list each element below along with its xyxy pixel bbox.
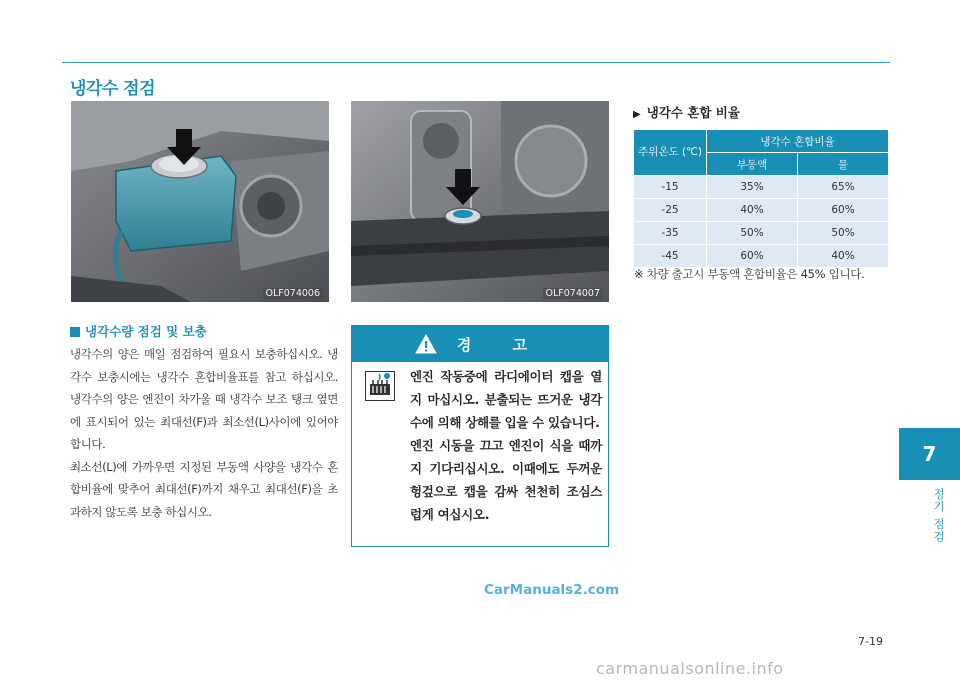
warning-header [352,326,608,362]
watermark-footer: carmanualsonline.info [596,659,784,678]
page-number: 7-19 [858,635,883,648]
table-row [634,222,889,245]
square-bullet-icon [70,327,80,337]
col-antifreeze: 부동액 [707,153,798,176]
cell-temp: -35 [634,222,707,245]
cell-antifreeze: 40% [707,199,798,222]
paragraph: 엔진 시동을 끄고 엔진이 식을 때까지 기다리십시오. 이때에도 두꺼운 헝겊으로 캡을 감싸 천천히 조심스럽게 여십시오. [410,438,602,522]
coolant-reservoir-photo [71,101,329,302]
cell-antifreeze: 60% [707,245,798,268]
cell-water: 50% [798,222,889,245]
photo-code: OLF074007 [543,288,604,299]
paragraph: 냉각수의 양은 매일 점검하여 필요시 보충하십시오. 냉각수 보충시에는 냉각수 혼합비율표를 참고 하십시오. 냉각수의 양은 엔진이 차가울 때 냉각수 보조 탱크 옆면에 표시되어 있는 최대선(F)과 최소선(L)사이에 있어야 합니다. [70,347,338,451]
radiator-illustration [351,101,609,302]
cell-water: 65% [798,176,889,199]
chapter-label: 정기 점검 [932,488,946,543]
table-row [634,176,889,199]
paragraph: 엔진 작동중에 라디에이터 캡을 열지 마십시오. 분출되는 뜨거운 냉각수에 의해 상해를 입을 수 있습니다. [410,369,602,430]
photo-code: OLF074006 [263,288,324,299]
col-water: 물 [798,153,889,176]
watermark-link[interactable]: CarManuals2.com [484,582,620,598]
top-rule [62,62,890,63]
table-row [634,245,889,268]
cell-temp: -15 [634,176,707,199]
radiator-cap-photo [351,101,609,302]
hot-coolant-icon [365,371,395,401]
col-group: 냉각수 혼합비율 [707,130,889,153]
warning-box [351,325,609,547]
mix-heading [633,103,740,121]
section-body [70,343,338,523]
section-heading [70,322,207,340]
chapter-tab[interactable] [899,428,960,480]
triangle-right-icon: ▶ [633,109,641,120]
cell-water: 60% [798,199,889,222]
cell-water: 40% [798,245,889,268]
warning-triangle-icon [415,334,437,354]
cell-antifreeze: 50% [707,222,798,245]
cell-temp: -45 [634,245,707,268]
table-row [634,199,889,222]
mix-heading-text: 냉각수 혼합 비율 [646,105,740,120]
paragraph: 최소선(L)에 가까우면 지정된 부동액 사양을 냉각수 혼합비율에 맞추어 최대선(F)까지 채우고 최대선(F)을 초과하지 않도록 보충 하십시오. [70,459,338,519]
cell-antifreeze: 35% [707,176,798,199]
section-heading-text: 냉각수량 점검 및 보충 [85,324,207,339]
engine-bay-illustration [71,101,329,302]
cell-temp: -25 [634,199,707,222]
warning-title: 경 고 [456,335,546,354]
page-title: 냉각수 점검 [70,79,156,99]
warning-body [410,365,602,526]
mix-note: ※ 차량 출고시 부동액 혼합비율은 45% 입니다. [634,267,865,281]
chapter-number: 7 [922,442,937,466]
col-temp: 주위온도 (℃) [634,130,707,176]
mix-table [633,129,889,268]
